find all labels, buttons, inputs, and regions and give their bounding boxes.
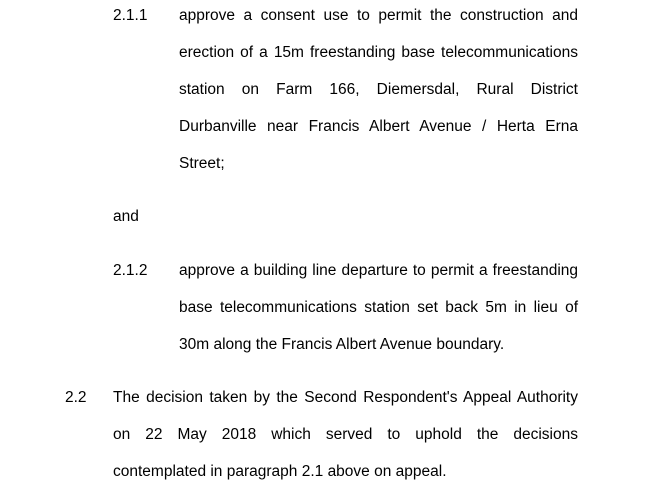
paragraph-2-2-text: The decision taken by the Second Respondent's Appeal Authority on 22 May 2018 which served to uphold the decisions contemplated in paragraph 2.1 above on appeal.: [113, 389, 578, 480]
paragraph-2-1-1-text: approve a consent use to permit the construction and erection of a 15m freestanding base telecommunications station on Farm 166, Diemersdal, Rural District Durbanville near Francis Albert Avenue / Herta Erna Street;: [179, 7, 578, 172]
paragraph-number-2-1-1: 2.1.1: [113, 7, 148, 24]
connector-and: and: [113, 208, 139, 225]
paragraph-2-1-2-text: approve a building line departure to permit a freestanding base telecommunications station set back 5m in lieu of 30m along the Francis Albert Avenue boundary.: [179, 262, 578, 353]
paragraph-number-2-1-2: 2.1.2: [113, 262, 148, 279]
paragraph-number-2-2: 2.2: [65, 389, 87, 406]
